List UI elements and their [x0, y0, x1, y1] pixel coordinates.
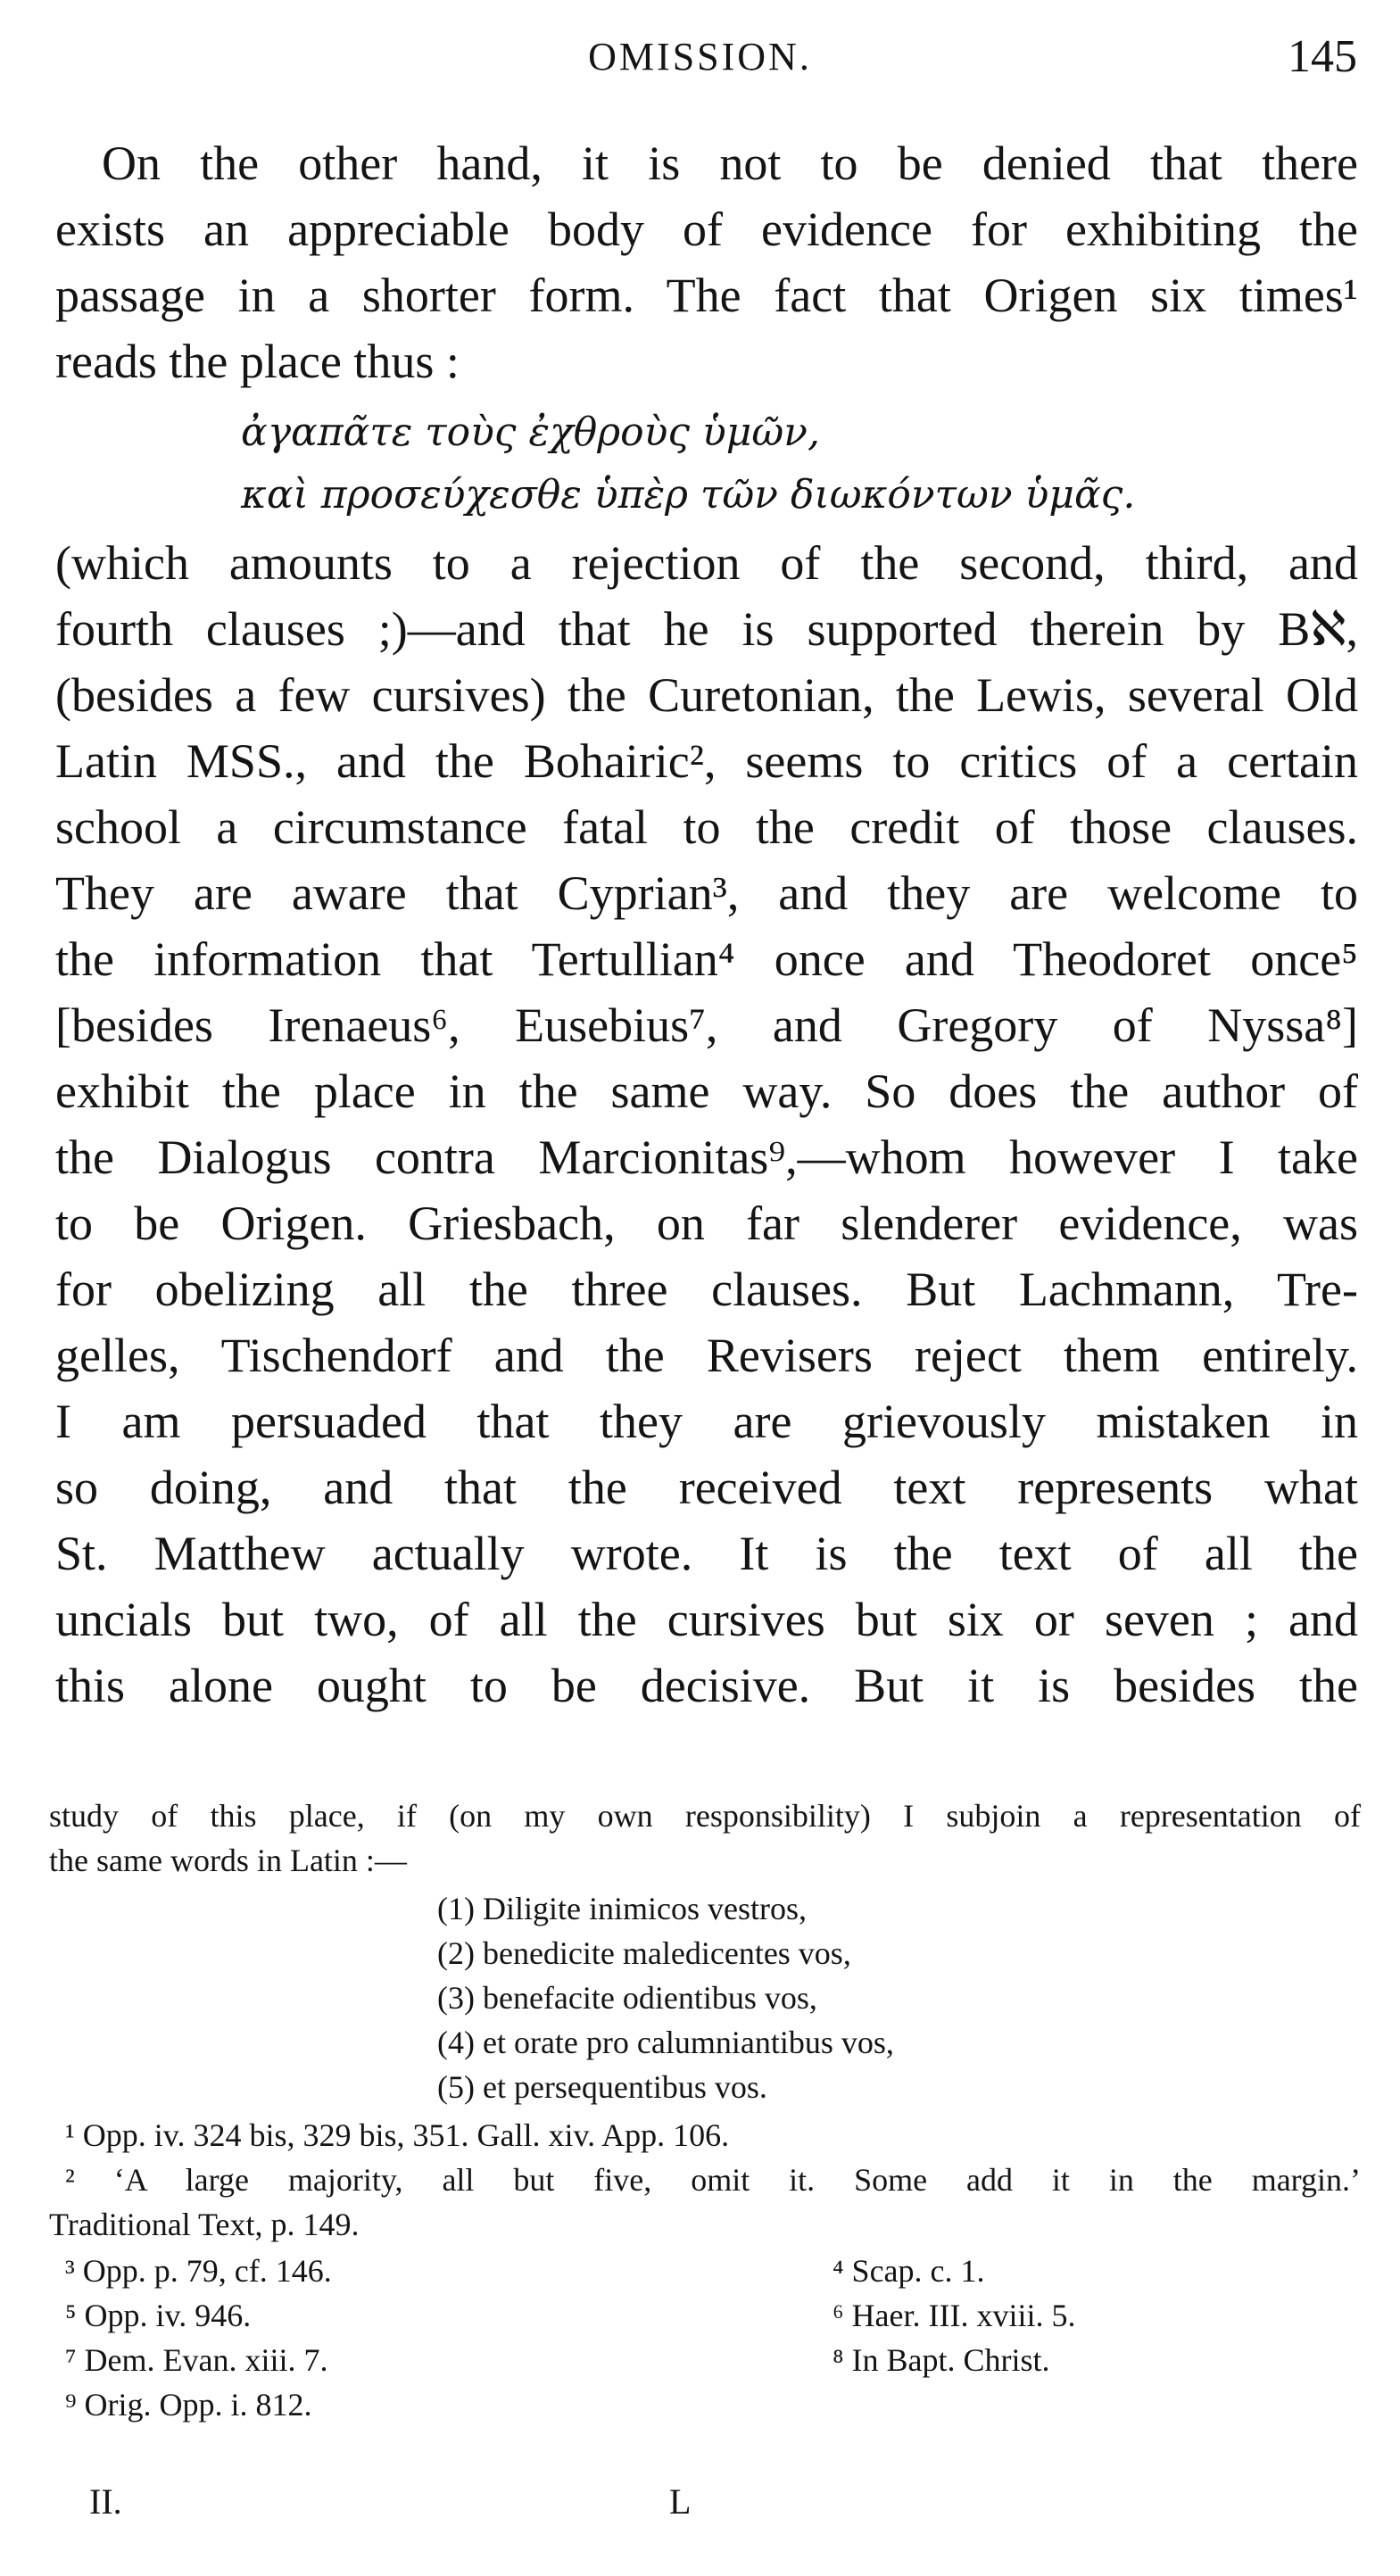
greek-quote-line: ἀγαπᾶτε τοὺς ἐχθροὺς ὑμῶν, — [241, 410, 820, 455]
footnote-7: ⁷ Dem. Evan. xiii. 7. — [65, 2342, 328, 2378]
latin-clause: (2) benedicite maledicentes vos, — [437, 1935, 851, 1971]
text-line: On the other hand, it is not to be denied that there — [102, 137, 1358, 190]
latin-clause: (4) et orate pro calumniantibus vos, — [437, 2025, 894, 2060]
text-line: fourth clauses ;)—and that he is supported therein by Bℵ, — [55, 602, 1358, 656]
text-line: to be Origen. Griesbach, on far slenderer evidence, was — [55, 1197, 1358, 1250]
page-number: 145 — [1288, 31, 1357, 82]
continuation-line: study of this place, if (on my own responsibility) I subjoin a representation of — [49, 1798, 1361, 1834]
text-line: I am persuaded that they are grievously mistaken in — [55, 1395, 1358, 1448]
text-line: the Dialogus contra Marcionitas⁹,—whom however I take — [55, 1131, 1358, 1184]
gathering-signature: L — [669, 2481, 692, 2522]
footnote-6: ⁶ Haer. III. xviii. 5. — [833, 2298, 1076, 2333]
text-line: uncials but two, of all the cursives but six or seven ; and — [55, 1593, 1358, 1646]
latin-clause: (3) benefacite odientibus vos, — [437, 1980, 817, 2016]
footnote-2-continued: Traditional Text, p. 149. — [49, 2207, 360, 2242]
footnote-2: ² ‘A large majority, all but five, omit it. Some add it in the margin.’ — [65, 2162, 1361, 2198]
running-head-title: OMISSION. — [588, 35, 812, 79]
text-line: exhibit the place in the same way. So does the author of — [55, 1064, 1358, 1118]
text-line: passage in a shorter form. The fact that Origen six times¹ — [55, 269, 1358, 322]
footnote-5: ⁵ Opp. iv. 946. — [65, 2298, 252, 2333]
volume-signature: II. — [89, 2481, 122, 2522]
continuation-line: the same words in Latin :— — [49, 1843, 407, 1878]
footnote-8: ⁸ In Bapt. Christ. — [833, 2342, 1050, 2378]
text-line: the information that Tertullian⁴ once and Theodoret once⁵ — [55, 932, 1358, 986]
text-line: (besides a few cursives) the Curetonian, the Lewis, several Old — [55, 668, 1358, 722]
text-line: [besides Irenaeus⁶, Eusebius⁷, and Gregory of Nyssa⁸] — [55, 998, 1358, 1052]
footnote-4: ⁴ Scap. c. 1. — [833, 2253, 985, 2289]
greek-quote-line: καὶ προσεύχεσθε ὑπὲρ τῶν διωκόντων ὑμᾶς. — [241, 472, 1136, 518]
latin-clause: (5) et persequentibus vos. — [437, 2069, 767, 2105]
footnote-9: ⁹ Orig. Opp. i. 812. — [65, 2387, 312, 2423]
text-line: Latin MSS., and the Bohairic², seems to critics of a certain — [55, 734, 1358, 788]
text-line: St. Matthew actually wrote. It is the text of all the — [55, 1527, 1358, 1580]
latin-clause: (1) Diligite inimicos vestros, — [437, 1891, 807, 1926]
footnote-3: ³ Opp. p. 79, cf. 146. — [65, 2253, 332, 2289]
text-line: They are aware that Cyprian³, and they are welcome to — [55, 866, 1358, 920]
text-line: (which amounts to a rejection of the second, third, and — [55, 536, 1358, 590]
text-line: for obelizing all the three clauses. But Lachmann, Tre- — [55, 1263, 1358, 1316]
text-line: reads the place thus : — [55, 335, 460, 388]
text-line: exists an appreciable body of evidence for exhibiting the — [55, 203, 1358, 256]
text-line: school a circumstance fatal to the credit of those clauses. — [55, 800, 1358, 854]
text-line: gelles, Tischendorf and the Revisers reject them entirely. — [55, 1329, 1358, 1382]
text-line: so doing, and that the received text represents what — [55, 1461, 1358, 1514]
text-line: this alone ought to be decisive. But it is besides the — [55, 1659, 1358, 1712]
footnote-1: ¹ Opp. iv. 324 bis, 329 bis, 351. Gall. xiv. App. 106. — [65, 2117, 730, 2153]
